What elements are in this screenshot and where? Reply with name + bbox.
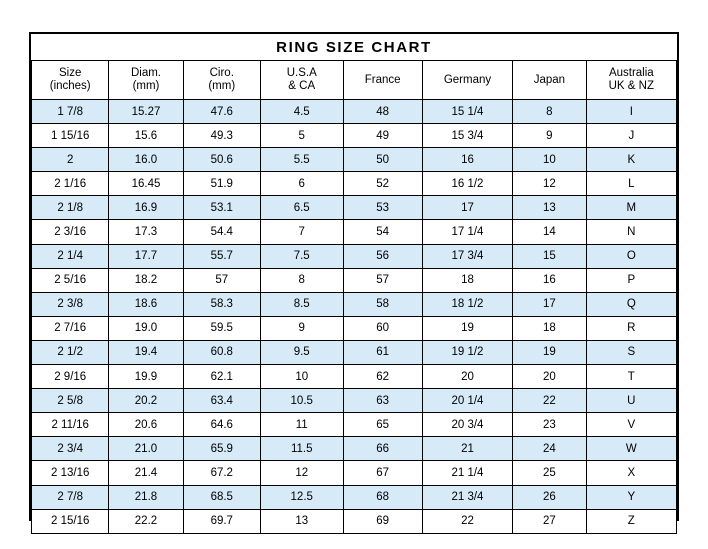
cell-circumference: 62.1 bbox=[183, 365, 260, 389]
cell-circumference: 69.7 bbox=[183, 509, 260, 533]
cell-australia: T bbox=[586, 365, 676, 389]
cell-japan: 27 bbox=[513, 509, 587, 533]
cell-size: 2 5/16 bbox=[32, 268, 109, 292]
cell-germany: 20 bbox=[422, 365, 512, 389]
cell-usa-ca: 10.5 bbox=[260, 389, 343, 413]
table-row bbox=[32, 244, 677, 268]
cell-australia: J bbox=[586, 124, 676, 148]
cell-france: 69 bbox=[343, 509, 422, 533]
column-header-circumference-line1: Ciro. bbox=[209, 67, 234, 79]
cell-germany: 19 bbox=[422, 316, 512, 340]
column-header-australia-line1: Australia bbox=[608, 67, 654, 79]
cell-japan: 14 bbox=[513, 220, 587, 244]
cell-japan: 20 bbox=[513, 365, 587, 389]
cell-japan: 23 bbox=[513, 413, 587, 437]
column-header-size bbox=[32, 61, 109, 100]
cell-japan: 16 bbox=[513, 268, 587, 292]
column-header-usa-ca-line2: & CA bbox=[288, 80, 316, 92]
cell-france: 66 bbox=[343, 437, 422, 461]
cell-germany: 17 bbox=[422, 196, 512, 220]
cell-germany: 21 3/4 bbox=[422, 485, 512, 509]
column-header-size-line1: Size bbox=[59, 67, 82, 79]
cell-france: 50 bbox=[343, 148, 422, 172]
column-header-diameter bbox=[109, 61, 183, 100]
cell-france: 67 bbox=[343, 461, 422, 485]
cell-france: 52 bbox=[343, 172, 422, 196]
cell-diameter: 21.4 bbox=[109, 461, 183, 485]
cell-diameter: 16.9 bbox=[109, 196, 183, 220]
table-row bbox=[32, 100, 677, 124]
cell-diameter: 17.3 bbox=[109, 220, 183, 244]
cell-australia: L bbox=[586, 172, 676, 196]
cell-usa-ca: 8 bbox=[260, 268, 343, 292]
column-header-germany-line1: Germany bbox=[443, 73, 492, 86]
cell-circumference: 47.6 bbox=[183, 100, 260, 124]
page-title: RING SIZE CHART bbox=[32, 34, 677, 61]
cell-japan: 26 bbox=[513, 485, 587, 509]
cell-diameter: 20.2 bbox=[109, 389, 183, 413]
cell-australia: W bbox=[586, 437, 676, 461]
cell-circumference: 51.9 bbox=[183, 172, 260, 196]
table-row bbox=[32, 461, 677, 485]
cell-france: 68 bbox=[343, 485, 422, 509]
cell-japan: 22 bbox=[513, 389, 587, 413]
cell-diameter: 20.6 bbox=[109, 413, 183, 437]
cell-circumference: 64.6 bbox=[183, 413, 260, 437]
cell-usa-ca: 6 bbox=[260, 172, 343, 196]
cell-germany: 16 bbox=[422, 148, 512, 172]
column-header-germany bbox=[422, 61, 512, 100]
cell-diameter: 18.6 bbox=[109, 292, 183, 316]
cell-france: 58 bbox=[343, 292, 422, 316]
cell-japan: 13 bbox=[513, 196, 587, 220]
cell-australia: Q bbox=[586, 292, 676, 316]
cell-usa-ca: 9.5 bbox=[260, 340, 343, 364]
cell-australia: S bbox=[586, 340, 676, 364]
cell-australia: K bbox=[586, 148, 676, 172]
column-header-france bbox=[343, 61, 422, 100]
cell-size: 2 1/16 bbox=[32, 172, 109, 196]
cell-france: 65 bbox=[343, 413, 422, 437]
cell-france: 53 bbox=[343, 196, 422, 220]
cell-australia: R bbox=[586, 316, 676, 340]
table-row bbox=[32, 268, 677, 292]
cell-size: 2 1/8 bbox=[32, 196, 109, 220]
cell-australia: Z bbox=[586, 509, 676, 533]
column-header-australia-uk-nz bbox=[586, 61, 676, 100]
cell-usa-ca: 12 bbox=[260, 461, 343, 485]
column-header-size-line2: (inches) bbox=[49, 80, 91, 92]
cell-circumference: 53.1 bbox=[183, 196, 260, 220]
cell-france: 62 bbox=[343, 365, 422, 389]
table-row bbox=[32, 365, 677, 389]
cell-australia: Y bbox=[586, 485, 676, 509]
cell-size: 2 1/2 bbox=[32, 340, 109, 364]
cell-size: 2 15/16 bbox=[32, 509, 109, 533]
cell-size: 2 1/4 bbox=[32, 244, 109, 268]
cell-germany: 16 1/2 bbox=[422, 172, 512, 196]
cell-france: 61 bbox=[343, 340, 422, 364]
cell-usa-ca: 7 bbox=[260, 220, 343, 244]
cell-japan: 10 bbox=[513, 148, 587, 172]
cell-usa-ca: 8.5 bbox=[260, 292, 343, 316]
column-header-japan-line1: Japan bbox=[533, 73, 566, 86]
cell-diameter: 18.2 bbox=[109, 268, 183, 292]
cell-germany: 21 1/4 bbox=[422, 461, 512, 485]
cell-france: 54 bbox=[343, 220, 422, 244]
cell-japan: 8 bbox=[513, 100, 587, 124]
cell-australia: X bbox=[586, 461, 676, 485]
cell-japan: 9 bbox=[513, 124, 587, 148]
column-header-circumference-line2: (mm) bbox=[208, 80, 236, 92]
cell-circumference: 59.5 bbox=[183, 316, 260, 340]
cell-circumference: 57 bbox=[183, 268, 260, 292]
cell-diameter: 15.6 bbox=[109, 124, 183, 148]
cell-size: 2 9/16 bbox=[32, 365, 109, 389]
table-row bbox=[32, 220, 677, 244]
cell-france: 56 bbox=[343, 244, 422, 268]
cell-size: 2 3/8 bbox=[32, 292, 109, 316]
cell-size: 2 7/8 bbox=[32, 485, 109, 509]
cell-germany: 21 bbox=[422, 437, 512, 461]
table-row bbox=[32, 437, 677, 461]
cell-germany: 15 1/4 bbox=[422, 100, 512, 124]
cell-size: 2 11/16 bbox=[32, 413, 109, 437]
cell-size: 2 bbox=[32, 148, 109, 172]
cell-japan: 12 bbox=[513, 172, 587, 196]
table-title-row bbox=[32, 34, 677, 61]
table-row bbox=[32, 485, 677, 509]
cell-australia: O bbox=[586, 244, 676, 268]
cell-germany: 15 3/4 bbox=[422, 124, 512, 148]
cell-japan: 24 bbox=[513, 437, 587, 461]
cell-diameter: 17.7 bbox=[109, 244, 183, 268]
table-row bbox=[32, 413, 677, 437]
cell-diameter: 19.0 bbox=[109, 316, 183, 340]
cell-usa-ca: 9 bbox=[260, 316, 343, 340]
cell-japan: 19 bbox=[513, 340, 587, 364]
cell-australia: N bbox=[586, 220, 676, 244]
cell-diameter: 21.0 bbox=[109, 437, 183, 461]
column-header-japan bbox=[513, 61, 587, 100]
cell-australia: M bbox=[586, 196, 676, 220]
cell-circumference: 58.3 bbox=[183, 292, 260, 316]
cell-size: 2 7/16 bbox=[32, 316, 109, 340]
cell-germany: 22 bbox=[422, 509, 512, 533]
table-row bbox=[32, 292, 677, 316]
cell-circumference: 63.4 bbox=[183, 389, 260, 413]
cell-diameter: 16.0 bbox=[109, 148, 183, 172]
cell-circumference: 68.5 bbox=[183, 485, 260, 509]
column-header-diameter-line1: Diam. bbox=[130, 67, 161, 79]
cell-size: 2 13/16 bbox=[32, 461, 109, 485]
cell-france: 60 bbox=[343, 316, 422, 340]
cell-germany: 18 bbox=[422, 268, 512, 292]
cell-france: 48 bbox=[343, 100, 422, 124]
cell-germany: 19 1/2 bbox=[422, 340, 512, 364]
cell-circumference: 50.6 bbox=[183, 148, 260, 172]
cell-usa-ca: 12.5 bbox=[260, 485, 343, 509]
column-header-usa-ca-line1: U.S.A bbox=[286, 67, 317, 79]
column-header-circumference bbox=[183, 61, 260, 100]
cell-diameter: 22.2 bbox=[109, 509, 183, 533]
cell-usa-ca: 5 bbox=[260, 124, 343, 148]
cell-japan: 18 bbox=[513, 316, 587, 340]
cell-usa-ca: 6.5 bbox=[260, 196, 343, 220]
cell-diameter: 16.45 bbox=[109, 172, 183, 196]
cell-germany: 20 3/4 bbox=[422, 413, 512, 437]
cell-size: 2 5/8 bbox=[32, 389, 109, 413]
cell-japan: 15 bbox=[513, 244, 587, 268]
table-row bbox=[32, 196, 677, 220]
table-header-row bbox=[32, 61, 677, 100]
cell-circumference: 54.4 bbox=[183, 220, 260, 244]
column-header-france-line1: France bbox=[364, 73, 401, 86]
table-row bbox=[32, 340, 677, 364]
table-row bbox=[32, 389, 677, 413]
table-body bbox=[32, 100, 677, 534]
cell-germany: 17 1/4 bbox=[422, 220, 512, 244]
cell-japan: 17 bbox=[513, 292, 587, 316]
cell-usa-ca: 5.5 bbox=[260, 148, 343, 172]
cell-usa-ca: 13 bbox=[260, 509, 343, 533]
cell-australia: V bbox=[586, 413, 676, 437]
column-header-diameter-line2: (mm) bbox=[132, 80, 160, 92]
cell-diameter: 15.27 bbox=[109, 100, 183, 124]
ring-size-chart-sheet bbox=[29, 32, 679, 528]
cell-size: 1 15/16 bbox=[32, 124, 109, 148]
ring-size-table bbox=[31, 34, 677, 534]
cell-size: 2 3/4 bbox=[32, 437, 109, 461]
cell-diameter: 21.8 bbox=[109, 485, 183, 509]
table-row bbox=[32, 509, 677, 533]
cell-germany: 18 1/2 bbox=[422, 292, 512, 316]
column-header-australia-line2: UK & NZ bbox=[608, 80, 654, 92]
cell-france: 57 bbox=[343, 268, 422, 292]
table-row bbox=[32, 172, 677, 196]
cell-circumference: 60.8 bbox=[183, 340, 260, 364]
table-row bbox=[32, 124, 677, 148]
cell-germany: 20 1/4 bbox=[422, 389, 512, 413]
column-header-usa-ca bbox=[260, 61, 343, 100]
cell-circumference: 49.3 bbox=[183, 124, 260, 148]
cell-usa-ca: 4.5 bbox=[260, 100, 343, 124]
cell-diameter: 19.9 bbox=[109, 365, 183, 389]
table-row bbox=[32, 148, 677, 172]
cell-circumference: 67.2 bbox=[183, 461, 260, 485]
cell-australia: I bbox=[586, 100, 676, 124]
cell-japan: 25 bbox=[513, 461, 587, 485]
cell-usa-ca: 11 bbox=[260, 413, 343, 437]
cell-france: 49 bbox=[343, 124, 422, 148]
cell-circumference: 65.9 bbox=[183, 437, 260, 461]
cell-germany: 17 3/4 bbox=[422, 244, 512, 268]
cell-size: 1 7/8 bbox=[32, 100, 109, 124]
cell-usa-ca: 7.5 bbox=[260, 244, 343, 268]
cell-usa-ca: 10 bbox=[260, 365, 343, 389]
cell-diameter: 19.4 bbox=[109, 340, 183, 364]
cell-france: 63 bbox=[343, 389, 422, 413]
cell-australia: U bbox=[586, 389, 676, 413]
cell-size: 2 3/16 bbox=[32, 220, 109, 244]
cell-australia: P bbox=[586, 268, 676, 292]
table-row bbox=[32, 316, 677, 340]
cell-circumference: 55.7 bbox=[183, 244, 260, 268]
cell-usa-ca: 11.5 bbox=[260, 437, 343, 461]
